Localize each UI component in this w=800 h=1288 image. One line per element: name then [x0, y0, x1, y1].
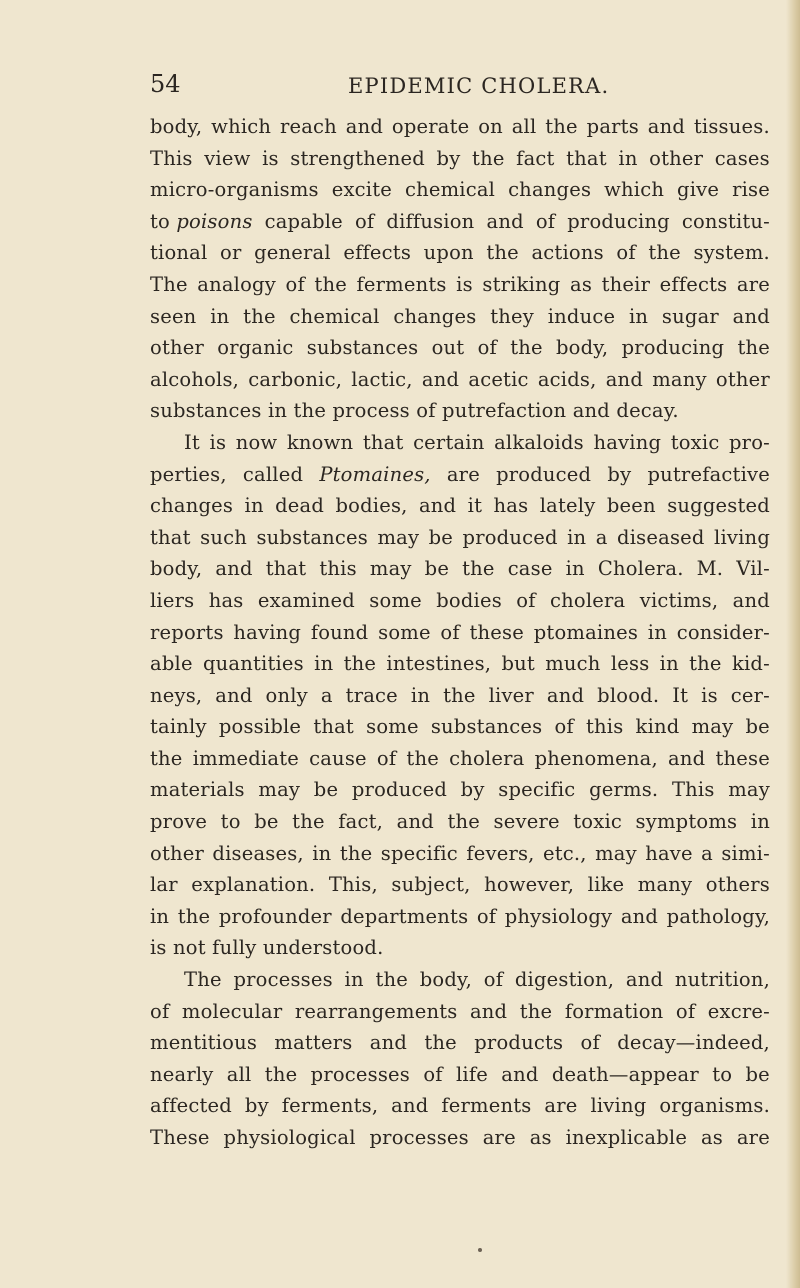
- text-line: This view is strengthened by the fact that in other cases: [150, 146, 770, 170]
- text-line: other organic substances out of the body, producing the: [150, 336, 770, 360]
- running-head: EPIDEMIC CHOLERA.: [348, 74, 610, 98]
- text-line: is not fully understood.: [150, 936, 384, 960]
- italic-word: poisons: [176, 209, 253, 233]
- text-line: that such substances may be produced in a diseased living: [150, 525, 770, 549]
- italic-word: Ptomaines,: [319, 462, 431, 486]
- paragraph-start-line: The processes in the body, of digestion, and nutrition,: [184, 968, 770, 992]
- text-line: body, and that this may be the case in Cholera. M. Vil-: [150, 557, 770, 581]
- text-line: the immediate cause of the cholera phenomena, and these: [150, 746, 770, 770]
- page-number: 54: [150, 70, 181, 98]
- page-edge-shadow: [786, 0, 800, 1288]
- text-line: alcohols, carbonic, lactic, and acetic acids, and many other: [150, 367, 770, 391]
- text-line: other diseases, in the specific fevers, etc., may have a simi-: [150, 841, 770, 865]
- text-line: able quantities in the intestines, but much less in the kid-: [150, 652, 770, 676]
- paragraph-start-line: It is now known that certain alkaloids having toxic pro-: [184, 430, 770, 454]
- text-line: materials may be produced by specific germs. This may: [150, 778, 770, 802]
- text-line: in the profounder departments of physiology and pathology,: [150, 904, 770, 928]
- text-line: to poisons capable of diffusion and of producing constitu-: [150, 206, 770, 238]
- italic-word: to poisons: [150, 209, 253, 233]
- text-line: nearly all the processes of life and death—appear to be: [150, 1062, 770, 1086]
- text-line: lar explanation. This, subject, however, like many others: [150, 873, 770, 897]
- text-line: These physiological processes are as inexplicable as are: [150, 1126, 770, 1149]
- page-header: [150, 70, 760, 100]
- text-line: tional or general effects upon the actions of the system.: [150, 241, 770, 265]
- body-text: [150, 111, 770, 1154]
- text-line: perties, called Ptomaines, are produced by putrefactive: [150, 459, 770, 491]
- text-line: seen in the chemical changes they induce in sugar and: [150, 304, 770, 328]
- text-line: prove to be the fact, and the severe toxic symptoms in: [150, 810, 770, 834]
- text-line: reports having found some of these ptomaines in consider-: [150, 620, 770, 644]
- text-line: tainly possible that some substances of this kind may be: [150, 715, 770, 739]
- text-line: of molecular rearrangements and the formation of excre-: [150, 999, 770, 1023]
- print-speck: [478, 1248, 482, 1252]
- text-line: body, which reach and operate on all the parts and tissues.: [150, 115, 770, 138]
- text-line: neys, and only a trace in the liver and blood. It is cer-: [150, 683, 770, 707]
- text-line: liers has examined some bodies of cholera victims, and: [150, 588, 770, 612]
- text-line: micro-organisms excite chemical changes which give rise: [150, 178, 770, 202]
- text-line: changes in dead bodies, and it has lately been suggested: [150, 494, 770, 518]
- text-line: mentitious matters and the products of decay—indeed,: [150, 1031, 770, 1055]
- text-line: affected by ferments, and ferments are living organisms.: [150, 1094, 770, 1118]
- text-line: substances in the process of putrefaction and decay.: [150, 399, 679, 423]
- text-line: The analogy of the ferments is striking as their effects are: [150, 272, 770, 296]
